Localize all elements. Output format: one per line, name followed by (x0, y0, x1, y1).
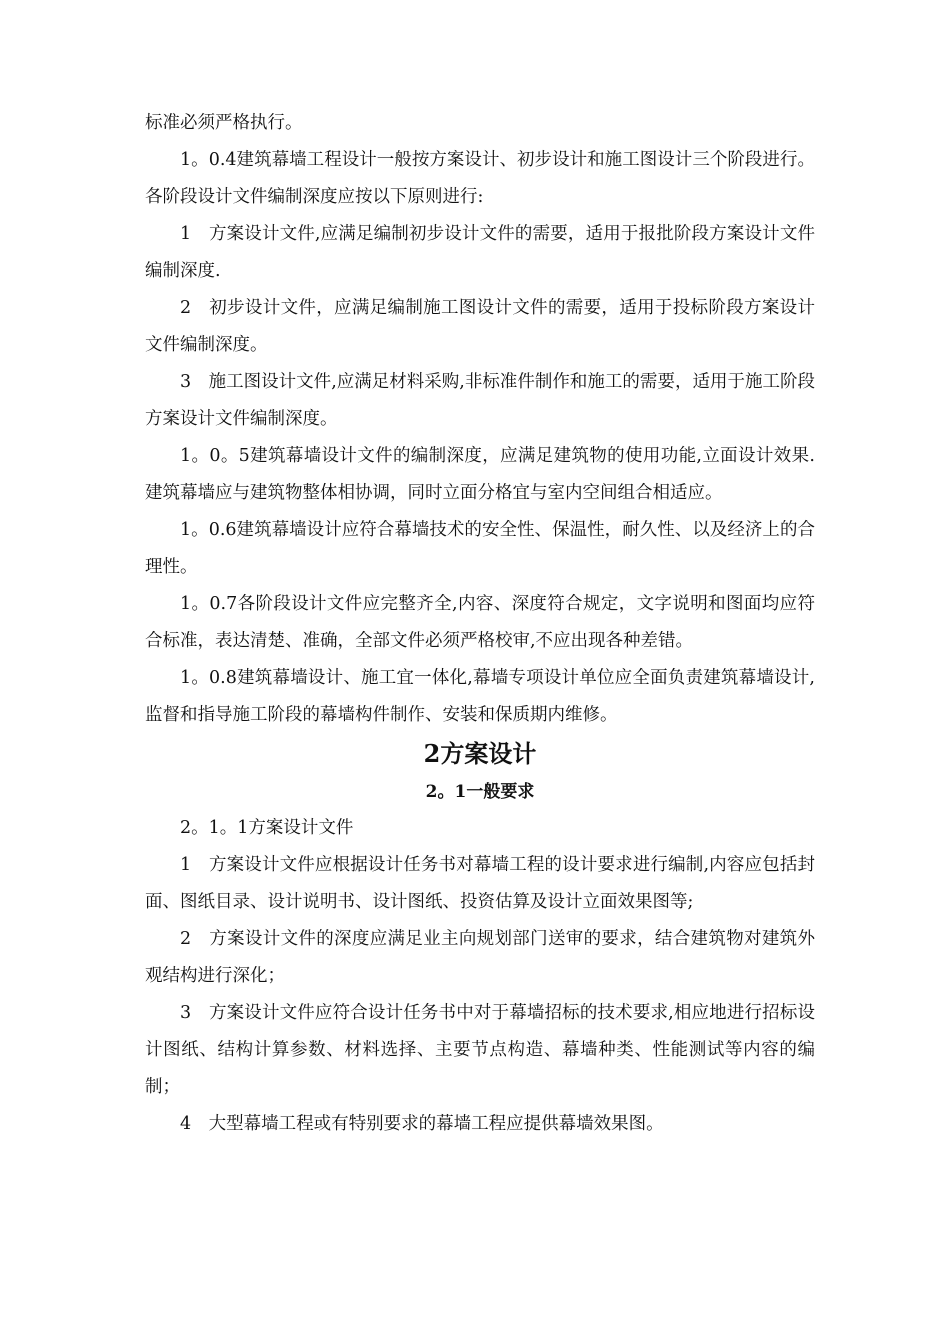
paragraph: 1。0.4建筑幕墙工程设计一般按方案设计、初步设计和施工图设计三个阶段进行。各阶段设计文件编制深度应按以下原则进行: (145, 150, 815, 207)
paragraph: 1。0。5建筑幕墙设计文件的编制深度，应满足建筑物的使用功能,立面设计效果.建筑幕墙应与建筑物整体相协调，同时立面分格宜与室内空间组合相适应。 (145, 446, 815, 503)
chapter-heading: 2方案设计 (423, 739, 537, 768)
section-1-body (145, 105, 815, 734)
paragraph: 2 方案设计文件的深度应满足业主向规划部门送审的要求，结合建筑物对建筑外观结构进行深化； (145, 929, 815, 986)
paragraph: 2。1。1方案设计文件 (180, 818, 354, 838)
paragraph: 1。0.6建筑幕墙设计应符合幕墙技术的安全性、保温性，耐久性、以及经济上的合理性。 (145, 520, 815, 577)
document-page (145, 105, 815, 1143)
paragraph: 标准必须严格执行。 (145, 113, 303, 133)
paragraph: 1。0.7各阶段设计文件应完整齐全,内容、深度符合规定，文字说明和图面均应符合标准，表达清楚、准确，全部文件必须严格校审,不应出现各种差错。 (145, 594, 815, 651)
paragraph: 2 初步设计文件，应满足编制施工图设计文件的需要，适用于投标阶段方案设计文件编制深度。 (145, 298, 815, 355)
paragraph: 3 施工图设计文件,应满足材料采购,非标准件制作和施工的需要，适用于施工阶段方案设计文件编制深度。 (145, 372, 815, 429)
section-heading: 2。1一般要求 (425, 782, 535, 802)
paragraph: 4 大型幕墙工程或有特别要求的幕墙工程应提供幕墙效果图。 (180, 1114, 664, 1134)
paragraph: 3 方案设计文件应符合设计任务书中对于幕墙招标的技术要求,相应地进行招标设计图纸、结构计算参数、材料选择、主要节点构造、幕墙种类、性能测试等内容的编制； (145, 1003, 815, 1097)
paragraph: 1。0.8建筑幕墙设计、施工宜一体化,幕墙专项设计单位应全面负责建筑幕墙设计,监督和指导施工阶段的幕墙构件制作、安装和保质期内维修。 (145, 668, 815, 725)
paragraph: 1 方案设计文件应根据设计任务书对幕墙工程的设计要求进行编制,内容应包括封面、图纸目录、设计说明书、设计图纸、投资估算及设计立面效果图等; (145, 855, 815, 912)
paragraph: 1 方案设计文件,应满足编制初步设计文件的需要，适用于报批阶段方案设计文件编制深度. (145, 224, 815, 281)
section-2-body (145, 810, 815, 1143)
